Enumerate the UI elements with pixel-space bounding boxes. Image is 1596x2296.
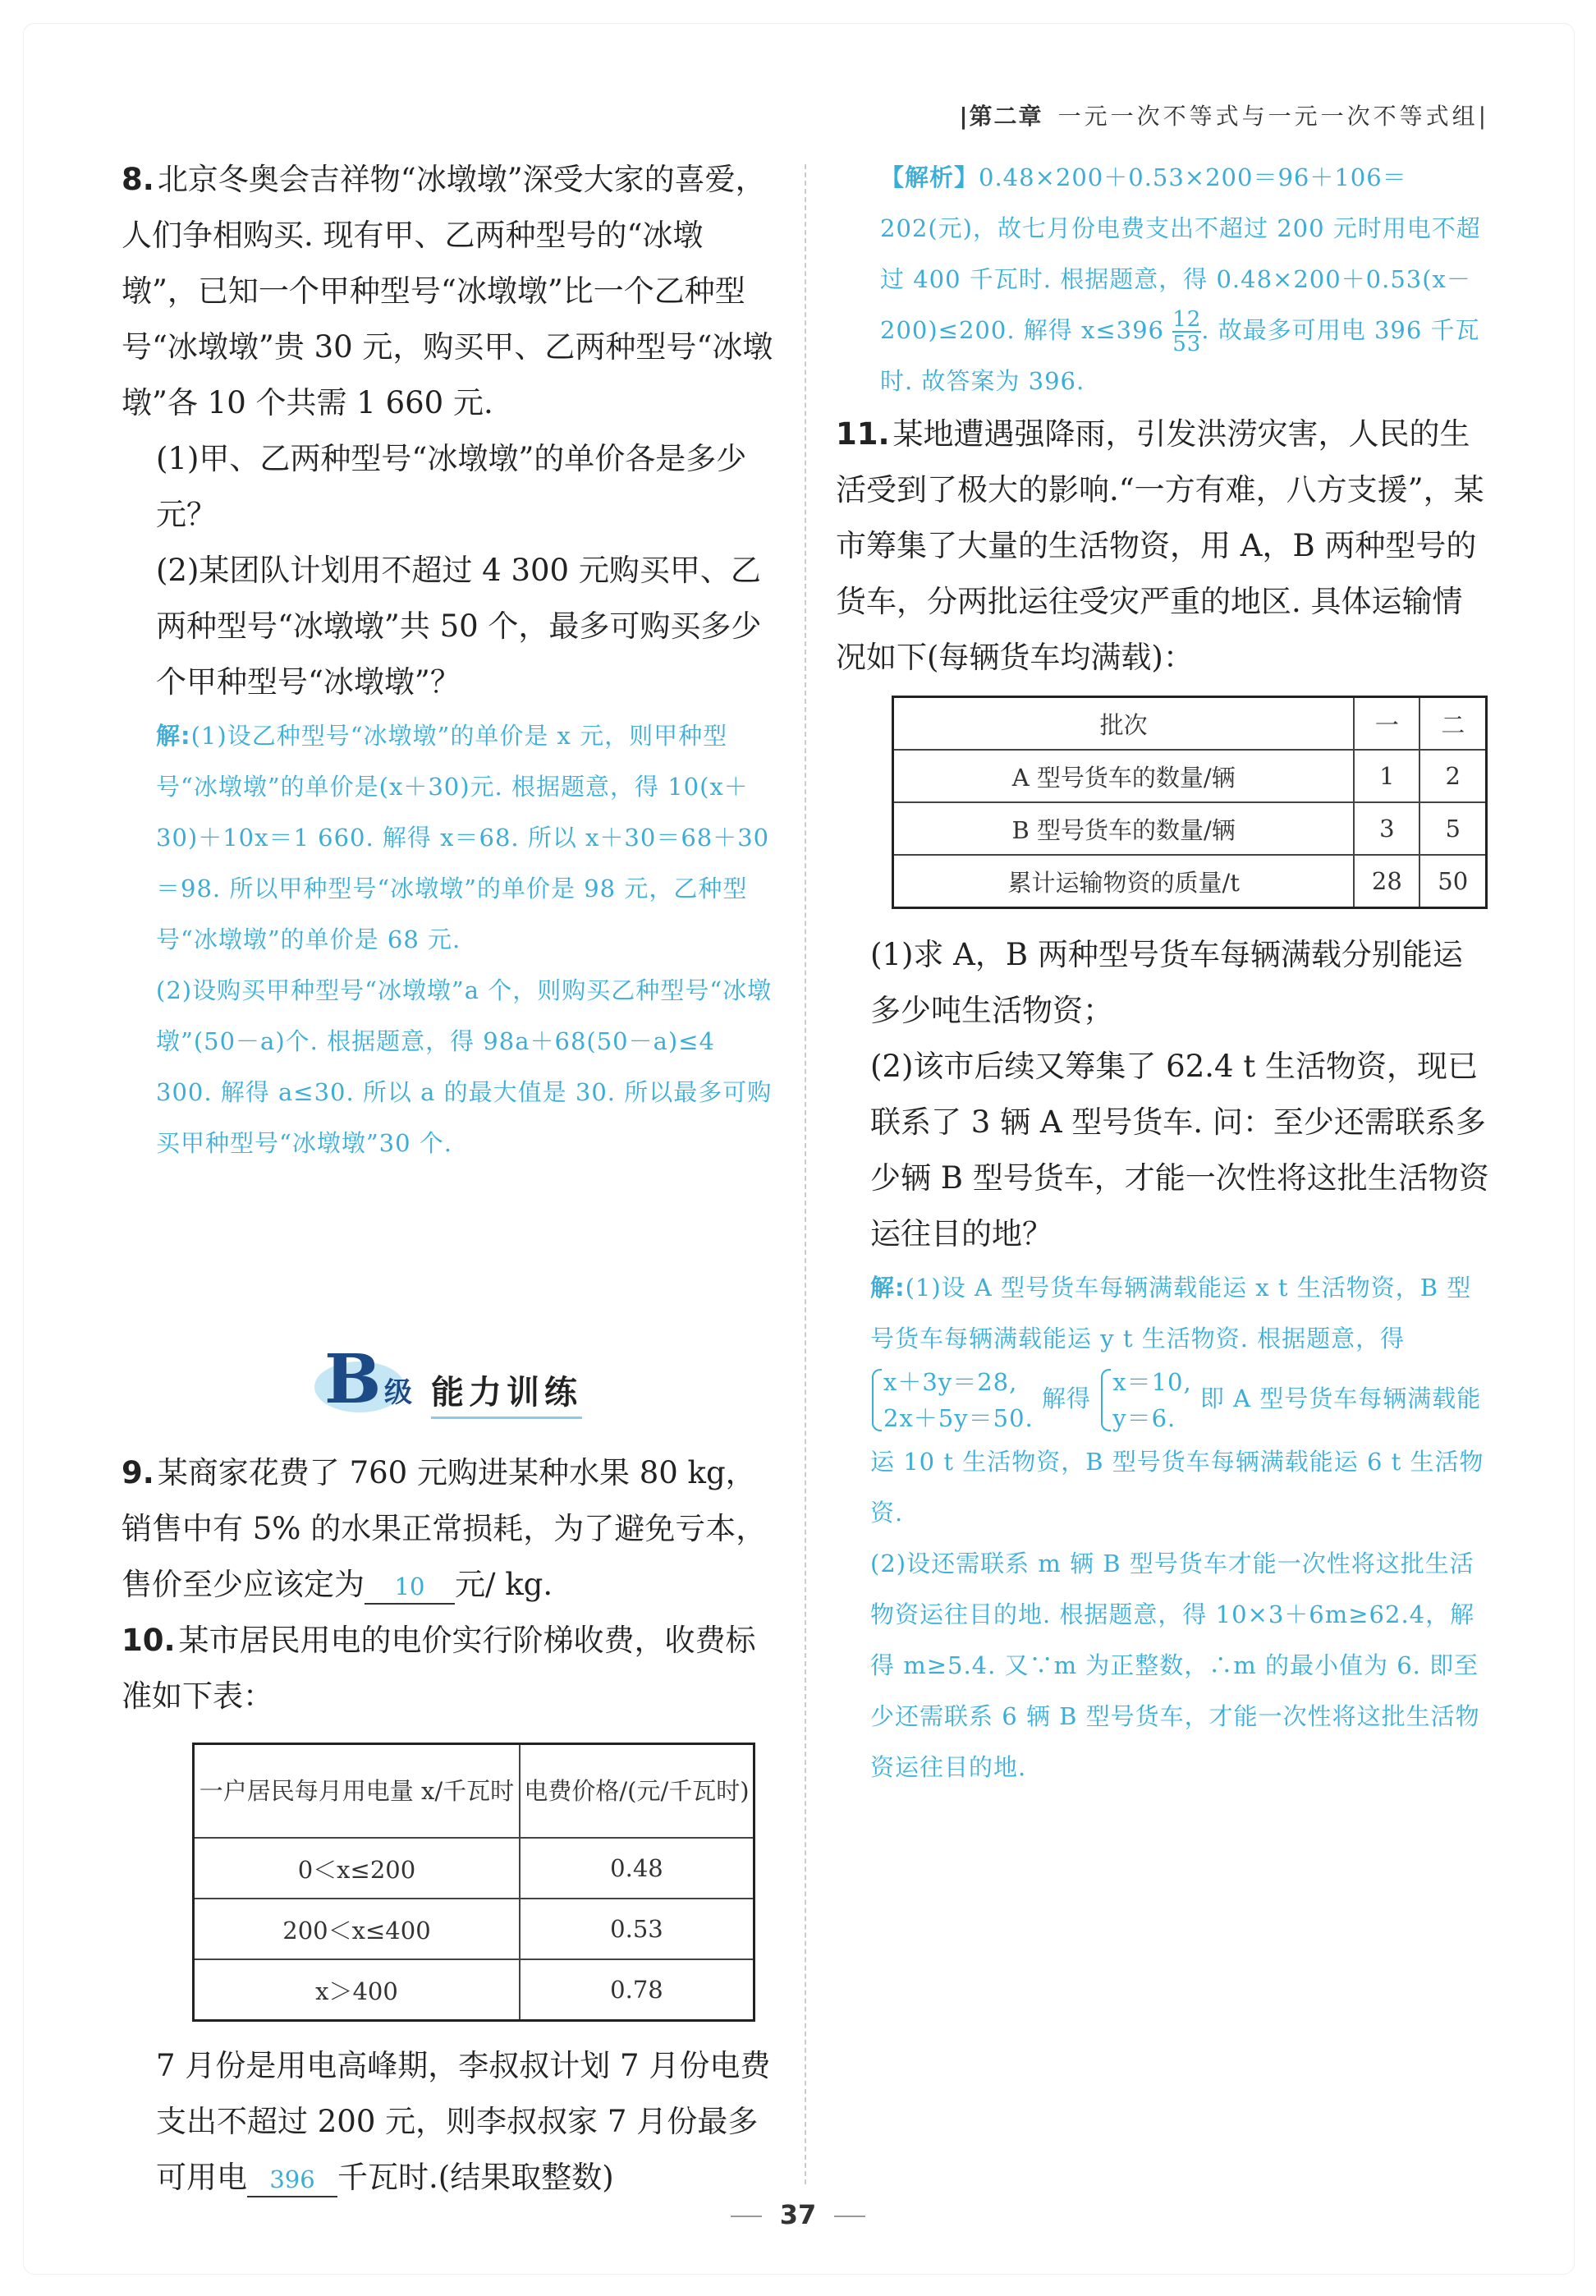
question-11-answer [836,1262,1493,1538]
question-10-text2 [122,2038,774,2206]
answer-part1: (1)设乙种型号“冰墩墩”的单价是 x 元，则甲种型号“冰墩墩”的单价是(x＋30)元. 根据题意，得 10(x＋30)＋10x＝1 660. 解得 x＝68. 所以 x＋30＝68＋30＝98. 所以甲种型号“冰墩墩”的单价是 98 元，乙种型号“冰墩墩”的单价是 68 元. [156,722,770,953]
table-header-cell: 电费价格/(元/千瓦时) [520,1744,754,1839]
equation-line: x＋3y＝28, [883,1368,1018,1396]
table-cell: 1 [1354,750,1419,802]
table-row [893,802,1487,855]
table-cell: 5 [1419,802,1486,855]
fraction-numerator: 12 [1172,307,1202,332]
question-11-answer-part2: (2)设还需联系 m 辆 B 型号货车才能一次性将这批生活物资运往目的地. 根据题意，得 10×3＋6m≥62.4，解得 m≥5.4. 又∵m 为正整数，∴m 的最小值为 6. 即至少还需联系 6 辆 B 型号货车，才能一次性将这批生活物资运往目的地. [870,1550,1480,1781]
page-header [959,99,1489,131]
question-9 [122,1445,774,1613]
answer-part1b: 即 A 型号货车每辆满载能运 10 t 生活物资，B 型号货车每辆满载能运 6 t 生活物资. [870,1384,1484,1527]
question-11-sub1: (1)求 A，B 两种型号货车每辆满载分别能运多少吨生活物资； [870,937,1463,1028]
question-8-sub2: (2)某团队计划用不超过 4 300 元购买甲、乙两种型号“冰墩墩”共 50 个，最多可购买多少个甲种型号“冰墩墩”？ [156,553,762,700]
fraction [1172,308,1201,356]
table-row [194,1838,754,1899]
question-10 [122,1613,774,1724]
question-text: 7 月份是用电高峰期，李叔叔计划 7 月份电费支出不超过 200 元，则李叔叔家 7 月份最多可用电 [156,2048,771,2195]
question-11 [836,406,1493,686]
question-number: 9. [122,1455,154,1490]
table-row [893,750,1487,802]
solution-line: y＝6. [1112,1404,1176,1432]
table-cell: 0＜x≤200 [194,1838,520,1899]
table-cell: 0.78 [520,1959,754,2021]
left-column [122,152,774,2206]
question-8-answer-part2: (2)设购买甲种型号“冰墩墩”a 个，则购买乙种型号“冰墩墩”(50－a)个. 根据题意，得 98a＋68(50－a)≤4 300. 解得 a≤30. 所以 a 的最大值是 30. 所以最多可购买甲种型号“冰墩墩”30 个. [156,976,773,1157]
chapter-title: 一元一次不等式与一元一次不等式组| [1057,103,1489,130]
page-number-dash [834,2216,865,2217]
question-text: 某地遭遇强降雨，引发洪涝灾害，人民的生活受到了极大的影响.“一方有难，八方支援”，某市筹集了大量的生活物资，用 A，B 两种型号的货车，分两批运往受灾严重的地区. 具体运输情况如下(每辆货车均满载)： [836,416,1484,675]
question-text: 某市居民用电的电价实行阶梯收费，收费标准如下表： [122,1623,756,1714]
solution-line: x＝10, [1112,1368,1192,1396]
table-cell: 0.53 [520,1899,754,1959]
solution-system [1099,1364,1191,1436]
question-number: 11. [836,416,890,452]
answer-blank: 10 [365,1570,455,1605]
question-10-analysis [836,152,1493,406]
answer-part1: (1)设 A 型号货车每辆满载能运 x t 生活物资，B 型号货车每辆满载能运 y t 生活物资. 根据题意，得 [870,1274,1472,1352]
table-cell: 0.48 [520,1838,754,1899]
table-cell: 3 [1354,802,1419,855]
electricity-price-table [192,1743,755,2022]
table-cell: A 型号货车的数量/辆 [893,750,1355,802]
table-header-cell: 二 [1419,697,1486,751]
section-letter: B [324,1340,382,1419]
table-header-cell: 批次 [893,697,1355,751]
page-number [0,2199,1596,2230]
answer-blank: 396 [247,2163,337,2197]
table-row [194,1959,754,2021]
page-number-text: 37 [779,2199,817,2230]
question-number: 8. [122,162,154,197]
question-text: 某商家花费了 760 元购进某种水果 80 kg，销售中有 5% 的水果正常损耗，为了避免亏本，售价至少应该定为 [122,1455,767,1602]
question-11-sub2: (2)该市后续又筹集了 62.4 t 生活物资，现已联系了 3 辆 A 型号货车. 问：至少还需联系多少辆 B 型号货车，才能一次性将这批生活物资运往目的地？ [870,1049,1489,1251]
answer-tag: 解: [870,1274,906,1302]
table-cell: x＞400 [194,1959,520,2021]
question-8-sub1: (1)甲、乙两种型号“冰墩墩”的单价各是多少元？ [156,441,747,532]
table-cell: B 型号货车的数量/辆 [893,802,1355,855]
question-8 [122,152,774,431]
analysis-text: 0.48×200＋0.53×200＝96＋106＝202(元)，故七月份电费支出不超过 200 元时用电不超过 400 千瓦时. 根据题意，得 0.48×200＋0.53(x－200)≤200. 解得 x≤396 [880,163,1481,344]
question-number: 10. [122,1623,176,1658]
section-level: 级 [384,1376,412,1409]
solve-text: 解得 [1041,1384,1091,1412]
table-header-cell: 一户居民每月用电量 x/千瓦时 [194,1744,520,1839]
equation-system [870,1364,1034,1436]
column-divider [805,164,806,2184]
transport-table [892,696,1488,909]
table-cell: 50 [1419,855,1486,908]
chapter-label: |第二章 [959,103,1043,130]
section-b-heading [306,1340,774,1421]
table-header-row [893,697,1487,751]
table-cell: 200＜x≤400 [194,1899,520,1959]
table-row [893,855,1487,908]
unit-text: 元/ kg. [455,1567,553,1602]
table-header-cell: 一 [1354,697,1419,751]
table-cell: 28 [1354,855,1419,908]
table-cell: 2 [1419,750,1486,802]
right-column [836,152,1493,1793]
page-number-dash [731,2216,762,2217]
analysis-text: . 故最多可用电 396 千瓦时. 故答案为 396. [880,316,1480,395]
analysis-tag: 【解析】 [880,163,979,191]
section-title: 能力训练 [431,1366,582,1419]
question-text: 千瓦时.(结果取整数) [337,2160,614,2195]
question-8-answer [122,710,774,965]
table-header-row [194,1744,754,1839]
equation-line: 2x＋5y＝50. [883,1404,1034,1432]
table-row [194,1899,754,1959]
question-text: 北京冬奥会吉祥物“冰墩墩”深受大家的喜爱，人们争相购买. 现有甲、乙两种型号的“冰墩墩”，已知一个甲种型号“冰墩墩”比一个乙种型号“冰墩墩”贵 30 元，购买甲、乙两种型号“冰墩墩”各 10 个共需 1 660 元. [122,162,773,420]
answer-tag: 解: [156,722,191,750]
fraction-denominator: 53 [1172,332,1202,356]
table-cell: 累计运输物资的质量/t [893,855,1355,908]
